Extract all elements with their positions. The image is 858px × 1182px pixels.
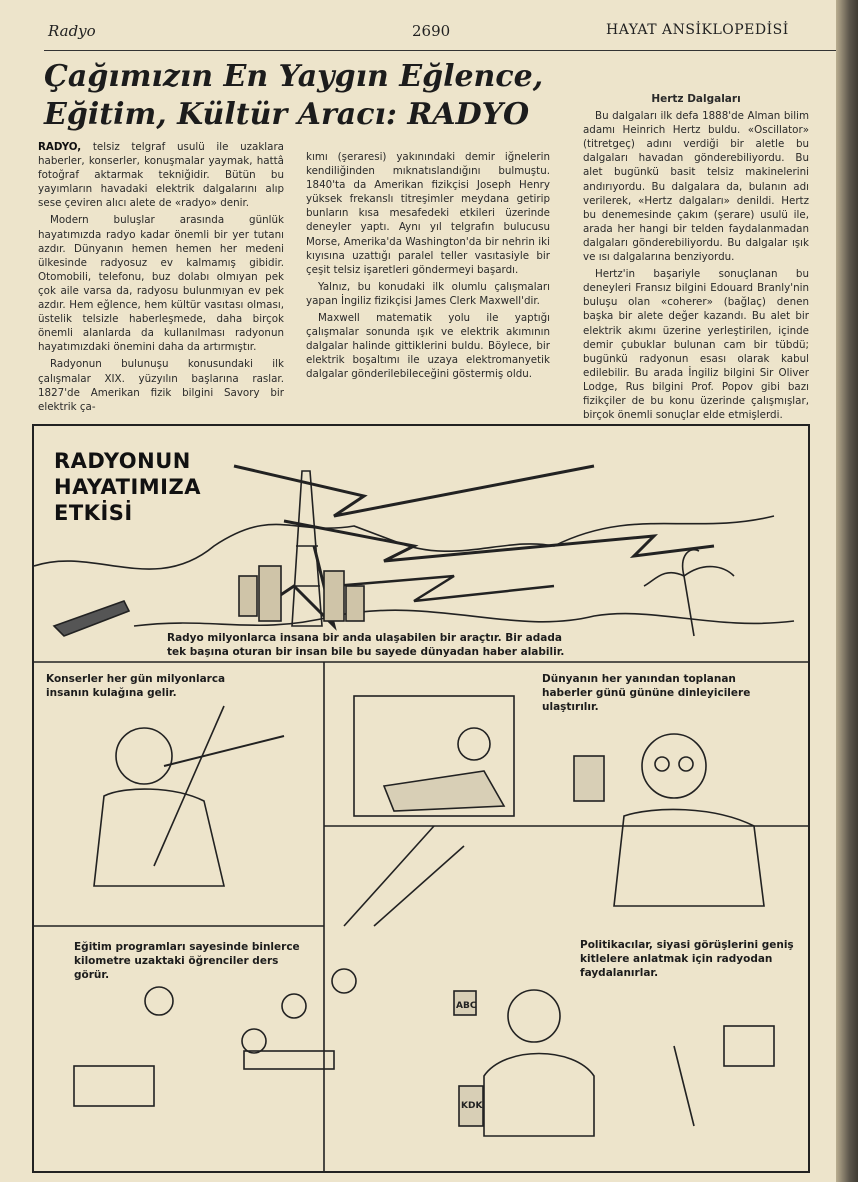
section-header: Radyo xyxy=(48,22,96,40)
paragraph: RADYO, telsiz telgraf usulü ile uzaklara haberler, konserler, konuşmalar yaymak, hattâ fotoğraf aktarmak tekniğidir. Bütün bu yayımların havadaki elektrik dalgalarını alıp sese çeviren alıcı alete de «radyo» denir. xyxy=(38,141,284,210)
paragraph: Radyonun bulunuşu konusundaki ilk çalışmalar XIX. yüzyılın başlarına raslar. 1827'de Amerikan fizik bilgini Savory bir elektrik ça- xyxy=(38,358,284,413)
text-column-1 xyxy=(38,140,284,417)
caption-education: Eğitim programları sayesinde binlerce kilometre uzaktaki öğrenciler ders görür. xyxy=(74,941,300,981)
lead-word: RADYO, xyxy=(38,141,82,153)
abc-sign: ABC xyxy=(456,1001,477,1011)
radio-illustration xyxy=(32,424,810,1173)
paragraph: Modern buluşlar arasında günlük hayatımızda radyo kadar önemli bir yer tutanı azdır. Dünyanın hemen hemen her medeni ülkesinde radyosuz ev kalmamış gibidir. Otomobili, telefonu, buz dolabı olmıyan pek çok aile varsa da, radyosu bulunmıyan ev pek azdır. Hem eğlence, hem kültür vasıtası olması, üstelik telsizle haberleşmede, daha birçok önemli alanlarda da kullanılması radyonun hayatımızdaki önemini daha da artırmıştır. xyxy=(38,214,284,354)
page-number: 2690 xyxy=(412,22,451,40)
kdk-sign: KDK xyxy=(461,1101,483,1111)
caption-concert: Konserler her gün milyonlarca insanın kulağına gelir. xyxy=(46,673,226,699)
caption-main: Radyo milyonlarca insana bir anda ulaşabilen bir araçtır. Bir adada tek başına oturan bir insan bile bu sayede dünyadan haber alabilir. xyxy=(167,632,565,658)
caption-news: Dünyanın her yanından toplanan haberler günü gününe dinleyicilere ulaştırılır. xyxy=(542,673,751,713)
subheading: Hertz Dalgaları xyxy=(651,93,741,105)
paragraph: Yalnız, bu konudaki ilk olumlu çalışmaları yapan İngiliz fizikçisi James Clerk Maxwell'dir. xyxy=(306,280,550,307)
illustration-drawing xyxy=(34,426,808,1171)
paragraph: kımı (şeraresi) yakınındaki demir iğnelerin kendiliğinden mıknatıslandığını bulmuştu. 1840'ta da Amerikan fizikçisi Joseph Henry yüksek frekanslı titreşimler meydana getirip bunların kısa mesafedeki etkileri üzerinde deneyler yaptı. Aynı yıl telgrafın bulucusu Morse, Amerika'da Washington'da bir nehrin iki kıyısına uzattığı paralel teller vasıtasiyle bir çeşit telsiz işaretleri göndermeyi başardı. xyxy=(306,151,550,276)
header-rule xyxy=(44,50,836,51)
paragraph: Bu dalgaları ilk defa 1888'de Alman bilim adamı Heinrich Hertz buldu. «Oscillator» (titretgeç) adını verdiği bir aletle bu dalgaları havadan gönderebiliyordu. Bu alet bugünkü basit telsiz makinelerini andırıyordu. Bu dalgalara da, bulanın adı verilerek, «Hertz dalgaları» denildi. Hertz bu denemesinde çakım (şerare) usulü ile, arada her hangi bir telden faydalanmadan dalgaları gönderebiliyordu. Bu dalgalar ışık ve ısı dalgalarına benziyordu. xyxy=(583,110,809,264)
paragraph: Maxwell matematik yolu ile yaptığı çalışmalar sonunda ışık ve elektrik akımının dalgalar halinde gittiklerini buldu. Böylece, bir elektrik boşaltımı ile uzaya elektromanyetik dalgalar gönderilebileceğini göstermiş oldu. xyxy=(306,312,550,381)
publication-name: HAYAT ANSİKLOPEDİSİ xyxy=(606,22,789,38)
text-column-3 xyxy=(583,92,809,425)
title-line-2: Eğitim, Kültür Aracı: RADYO xyxy=(44,97,530,132)
caption-politics: Politikacılar, siyasi görüşlerini geniş kitlelere anlatmak için radyodan faydalanırlar. xyxy=(580,939,794,979)
article-title xyxy=(44,58,564,134)
book-spine xyxy=(836,0,858,1182)
text-column-2 xyxy=(306,150,550,385)
paragraph: Hertz'in başariyle sonuçlanan bu deneyleri Fransız bilgini Edouard Branly'nin buluşu olan «coherer» (bağlaç) denen başka bir alete değer kazandı. Bu alet bir elektrik akımı üzerine yerleştirilen, içinde demir çubuklar bulunan cam bir tübdü; bugünkü radyonun esası olarak kabul edilebilir. Bu arada İngiliz bilgini Sir Oliver Lodge, Rus bilgini Prof. Popov gibi bazı fizikçiler de bu konu üzerinde çalışmışlar, birçok önemli sonuçlar elde etmişlerdi. xyxy=(583,268,809,422)
title-line-1: Çağımızın En Yaygın Eğlence, xyxy=(44,59,544,94)
banner-line-2: HAYATIMIZA xyxy=(54,475,201,499)
banner-line-3: ETKİSİ xyxy=(54,501,133,525)
banner-line-1: RADYONUN xyxy=(54,449,191,473)
illustration-banner xyxy=(54,448,201,526)
